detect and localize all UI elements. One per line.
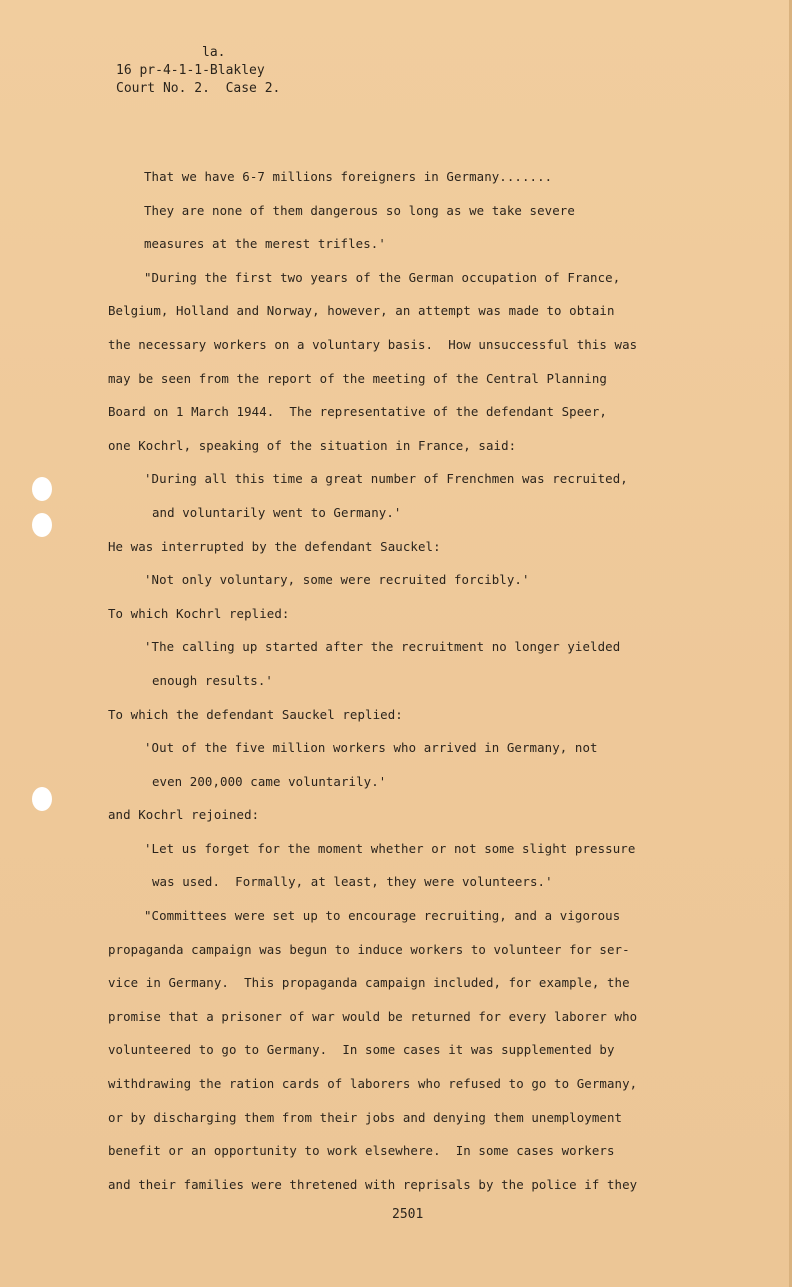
text-line: To which Kochrl replied: xyxy=(108,605,290,621)
text-line: benefit or an opportunity to work elsewhere. In some cases workers xyxy=(108,1143,615,1159)
text-line: or by discharging them from their jobs and denying them unemployment xyxy=(108,1109,623,1125)
header-line-page-ref: la. xyxy=(202,45,226,60)
text-line: promise that a prisoner of war would be returned for every laborer who xyxy=(108,1008,638,1024)
text-line: one Kochrl, speaking of the situation in France, said: xyxy=(108,437,517,453)
text-line: the necessary workers on a voluntary basis. How unsuccessful this was xyxy=(108,336,638,352)
header-line-transcript-id: 16 pr-4-1-1-Blakley xyxy=(116,63,265,78)
text-line: Board on 1 March 1944. The representative of the defendant Speer, xyxy=(108,404,607,420)
text-line: was used. Formally, at least, they were volunteers.' xyxy=(152,874,553,890)
text-line: propaganda campaign was begun to induce workers to volunteer for ser- xyxy=(108,941,630,957)
punch-hole xyxy=(32,787,52,811)
text-line: He was interrupted by the defendant Sauckel: xyxy=(108,538,441,554)
punch-hole xyxy=(32,513,52,537)
text-line: may be seen from the report of the meeting of the Central Planning xyxy=(108,370,607,386)
text-line: even 200,000 came voluntarily.' xyxy=(152,773,387,789)
text-line: They are none of them dangerous so long as we take severe xyxy=(144,202,575,218)
punch-hole xyxy=(32,477,52,501)
text-line: vice in Germany. This propaganda campaign included, for example, the xyxy=(108,975,630,991)
text-line: volunteered to go to Germany. In some cases it was supplemented by xyxy=(108,1042,615,1058)
text-line: 'Not only voluntary, some were recruited forcibly.' xyxy=(144,572,530,588)
text-line: That we have 6-7 millions foreigners in Germany....... xyxy=(144,169,553,184)
header-line-court-case: Court No. 2. Case 2. xyxy=(116,81,281,96)
text-line: and their families were thretened with reprisals by the police if they xyxy=(108,1176,638,1192)
text-line: 'During all this time a great number of Frenchmen was recruited, xyxy=(144,471,628,487)
transcript-body xyxy=(108,160,693,1201)
text-line: enough results.' xyxy=(152,672,273,688)
page-number: 2501 xyxy=(392,1207,424,1222)
text-line: and Kochrl rejoined: xyxy=(108,807,260,823)
text-line: and voluntarily went to Germany.' xyxy=(152,504,402,520)
text-line: withdrawing the ration cards of laborers who refused to go to Germany, xyxy=(108,1076,638,1092)
text-line: 'The calling up started after the recruitment no longer yielded xyxy=(144,639,621,655)
text-line: "During the first two years of the German occupation of France, xyxy=(144,269,621,285)
text-line: "Committees were set up to encourage recruiting, and a vigorous xyxy=(144,908,621,924)
page-header xyxy=(116,44,280,98)
text-line: To which the defendant Sauckel replied: xyxy=(108,706,403,722)
text-line: measures at the merest trifles.' xyxy=(144,236,386,252)
text-line: 'Let us forget for the moment whether or not some slight pressure xyxy=(144,840,636,856)
text-line: Belgium, Holland and Norway, however, an attempt was made to obtain xyxy=(108,303,615,319)
text-line: 'Out of the five million workers who arrived in Germany, not xyxy=(144,740,598,756)
